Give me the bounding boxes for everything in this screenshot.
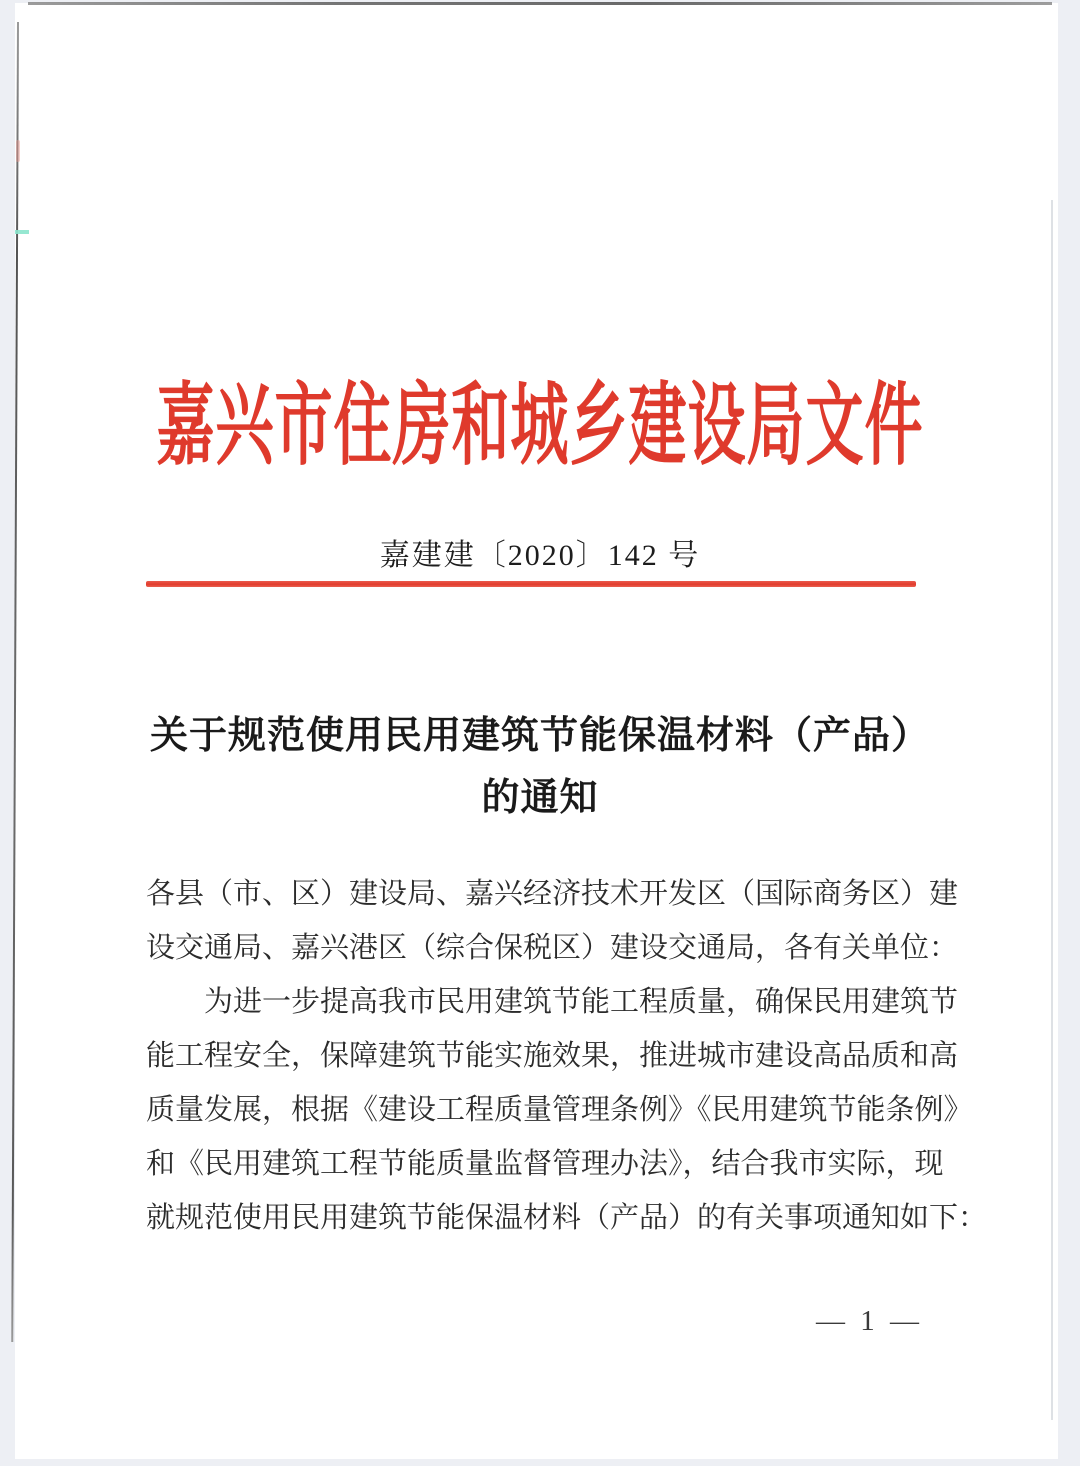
notice-title xyxy=(90,705,990,829)
body-text xyxy=(146,867,988,1245)
body-line-para-1: 为进一步提高我市民用建筑节能工程质量，确保民用建筑节 xyxy=(204,986,959,1018)
page-number: — 1 — xyxy=(816,1305,923,1337)
notice-title-line1: 关于规范使用民用建筑节能保温材料（产品） xyxy=(149,715,930,757)
letterhead-red-rule xyxy=(146,581,916,587)
body-line-recipients-2: 设交通局、嘉兴港区（综合保税区）建设交通局，各有关单位： xyxy=(146,932,959,964)
notice-title-line2: 的通知 xyxy=(481,777,599,819)
scan-artifact-teal-mark xyxy=(15,230,29,234)
document-number: 嘉建建〔2020〕142 号 xyxy=(379,539,701,572)
letterhead-title-text: 嘉兴市住房和城乡建设局文件 xyxy=(156,375,924,476)
scan-edge-top xyxy=(28,2,1052,5)
body-line-recipients-1: 各县（市、区）建设局、嘉兴经济技术开发区（国际商务区）建 xyxy=(146,878,959,910)
body-line-para-3: 质量发展，根据《建设工程质量管理条例》《民用建筑节能条例》 xyxy=(146,1094,973,1126)
body-line-para-2: 能工程安全，保障建筑节能实施效果，推进城市建设高品质和高 xyxy=(146,1040,959,1072)
scan-artifact-red-smudge xyxy=(16,140,20,162)
body-line-para-5: 就规范使用民用建筑节能保温材料（产品）的有关事项通知如下： xyxy=(146,1202,988,1234)
body-line-para-4: 和《民用建筑工程节能质量监督管理办法》，结合我市实际，现 xyxy=(146,1148,944,1180)
letterhead-title xyxy=(0,352,1080,476)
